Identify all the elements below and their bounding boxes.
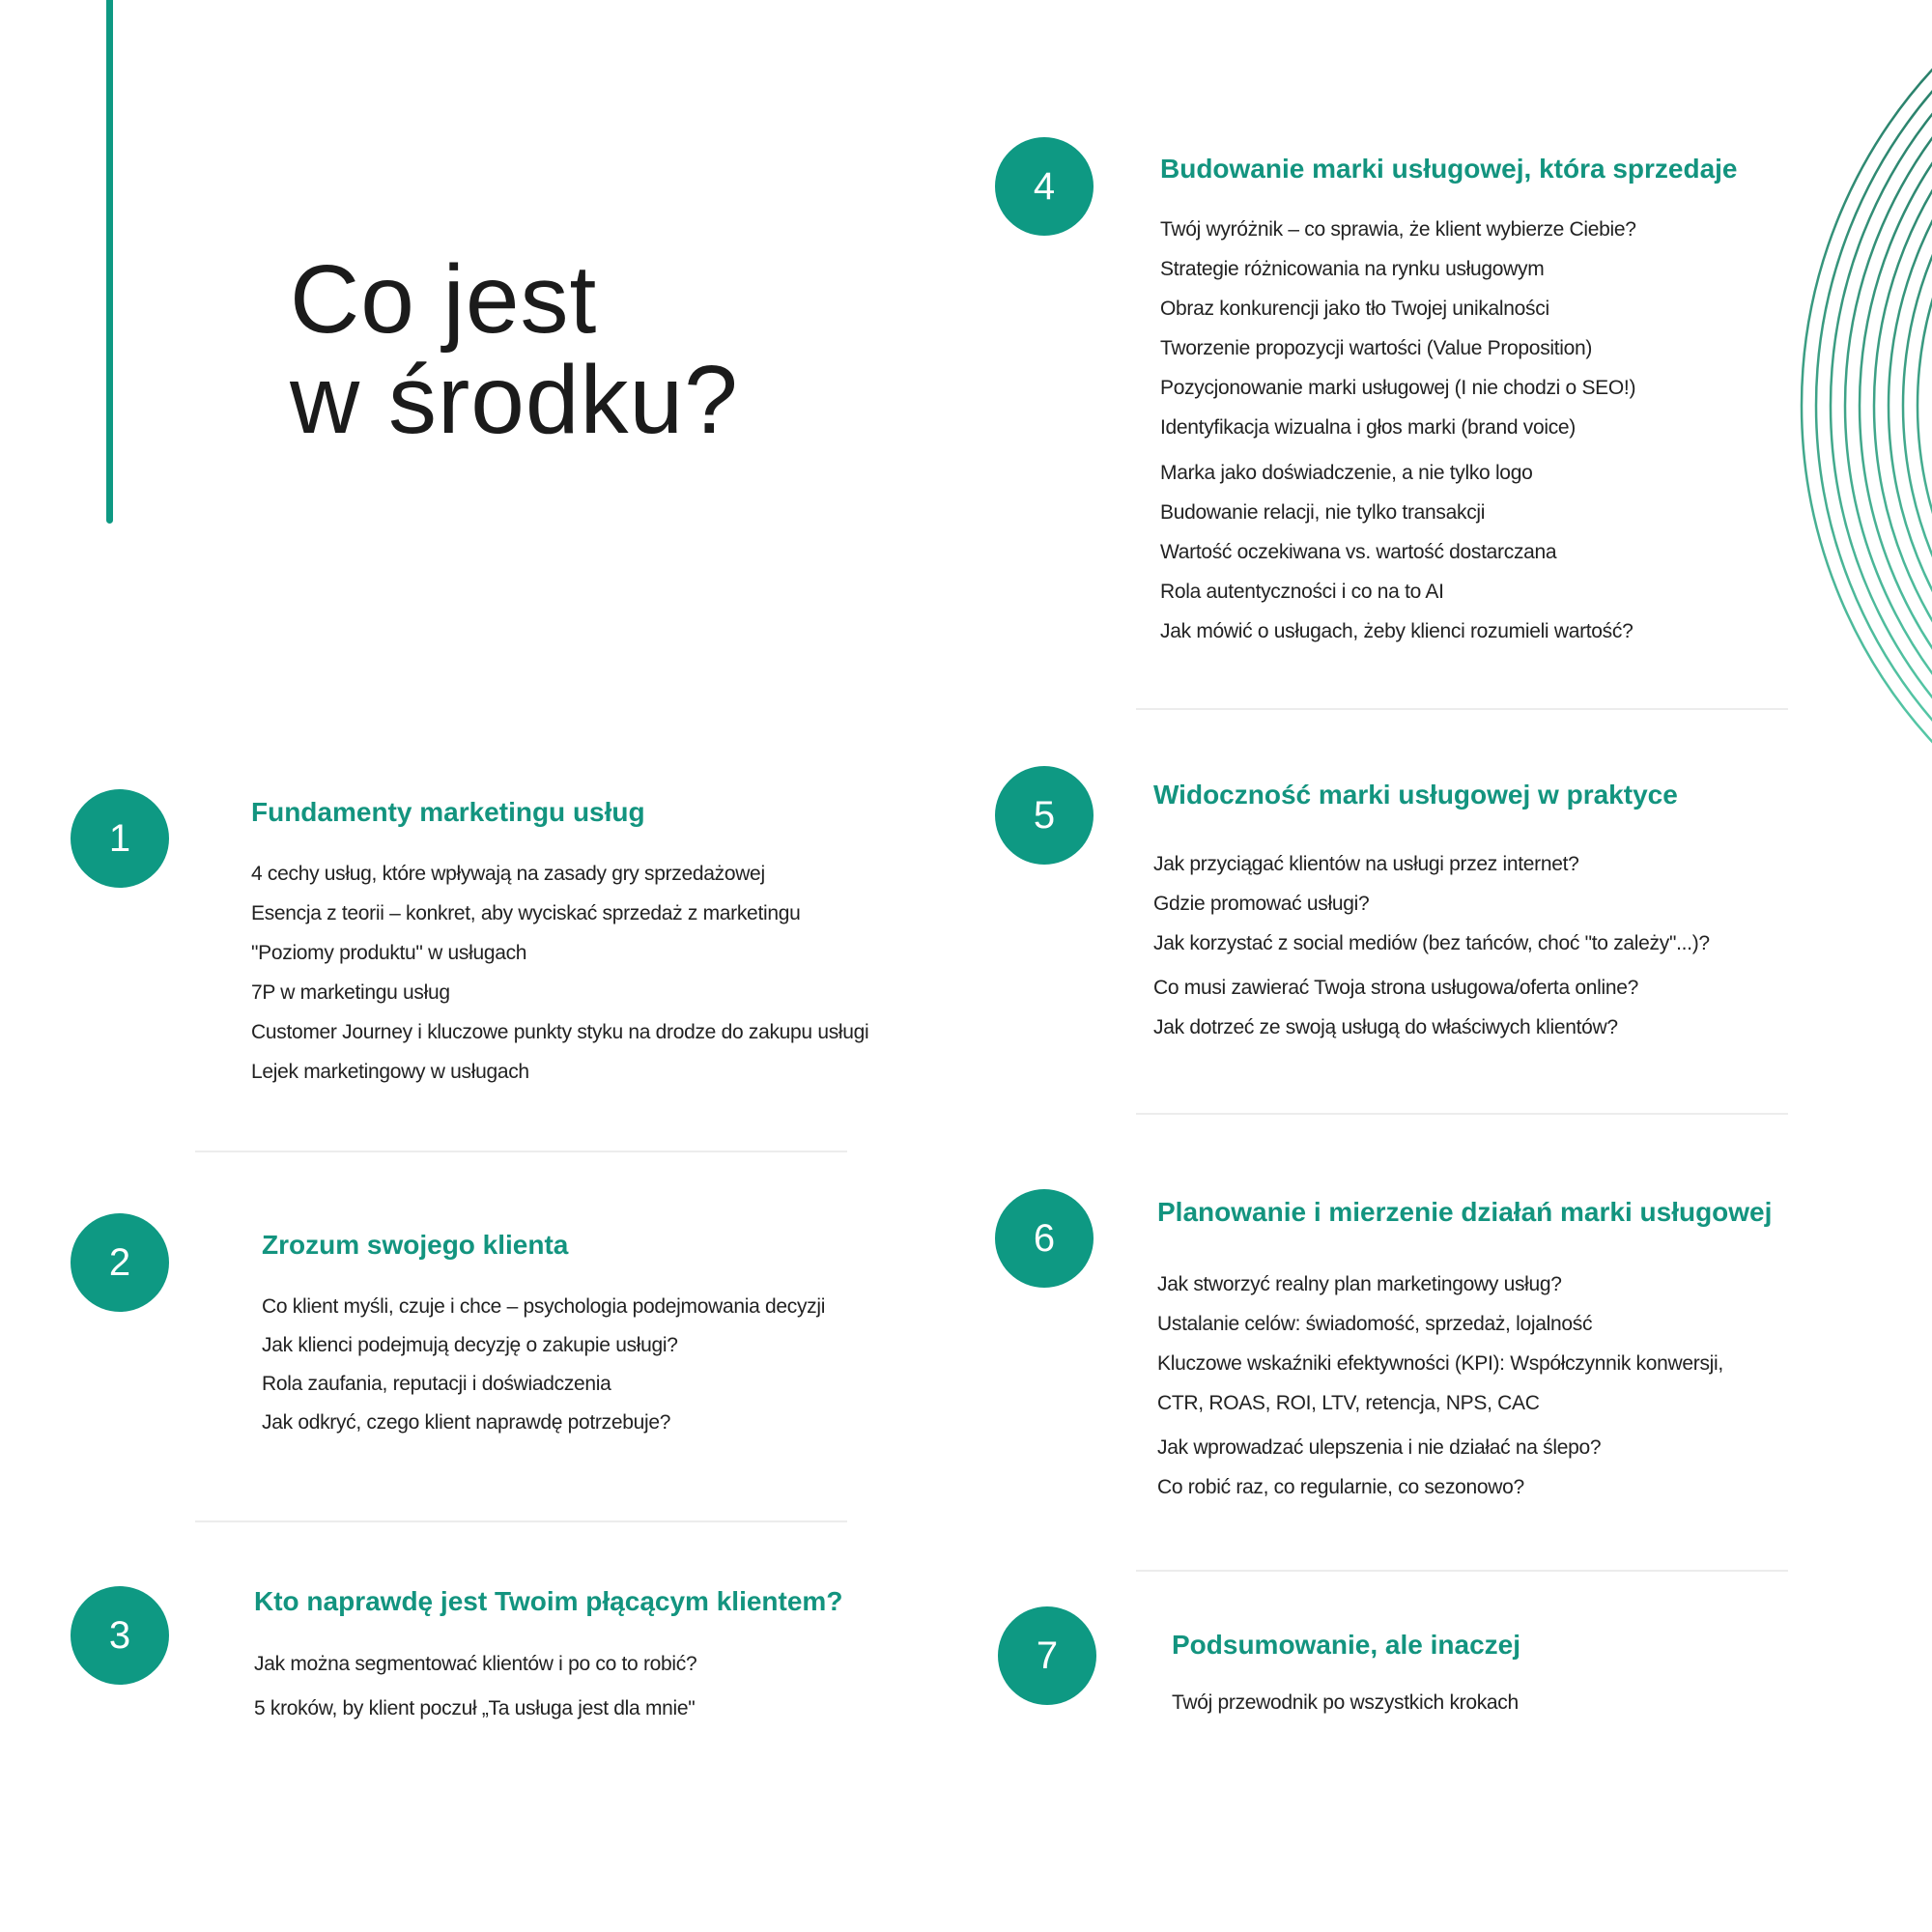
list-item: Budowanie relacji, nie tylko transakcji	[1160, 501, 1486, 524]
list-item: Jak przyciągać klientów na usługi przez internet?	[1153, 853, 1579, 875]
list-item: Jak dotrzeć ze swoją usługą do właściwych klientów?	[1153, 1016, 1618, 1038]
list-item: Tworzenie propozycji wartości (Value Proposition)	[1160, 337, 1593, 359]
list-item: Co klient myśli, czuje i chce – psychologia podejmowania decyzji	[262, 1295, 826, 1318]
section-6-title: Planowanie i mierzenie działań marki usługowej	[1157, 1197, 1773, 1227]
divider	[1136, 1113, 1788, 1115]
list-item: Jak klienci podejmują decyzję o zakupie usługi?	[262, 1334, 678, 1356]
list-item: Ustalanie celów: świadomość, sprzedaż, lojalność	[1157, 1313, 1593, 1335]
list-item: Customer Journey i kluczowe punkty styku na drodze do zakupu usługi	[251, 1021, 869, 1043]
divider	[195, 1520, 847, 1522]
section-3-list	[254, 1653, 696, 1742]
list-item: Rola zaufania, reputacji i doświadczenia	[262, 1373, 611, 1395]
list-item: 4 cechy usług, które wpływają na zasady gry sprzedażowej	[251, 863, 765, 885]
section-6-number-badge: 6	[995, 1189, 1094, 1288]
section-1-number-badge: 1	[71, 789, 169, 888]
section-2-number-badge: 2	[71, 1213, 169, 1312]
list-item: CTR, ROAS, ROI, LTV, retencja, NPS, CAC	[1157, 1392, 1540, 1414]
list-item: Co musi zawierać Twoja strona usługowa/oferta online?	[1153, 977, 1638, 999]
section-4-number-badge: 4	[995, 137, 1094, 236]
list-item: Jak wprowadzać ulepszenia i nie działać na ślepo?	[1157, 1436, 1602, 1459]
section-2-list	[262, 1295, 825, 1450]
list-item: Jak odkryć, czego klient naprawdę potrzebuje?	[262, 1411, 671, 1434]
divider	[1136, 1570, 1788, 1572]
list-item: "Poziomy produktu" w usługach	[251, 942, 527, 964]
section-6-list	[1157, 1273, 1723, 1516]
list-item: Esencja z teorii – konkret, aby wyciskać sprzedaż z marketingu	[251, 902, 801, 924]
section-4-list	[1160, 218, 1636, 660]
list-item: Co robić raz, co regularnie, co sezonowo?	[1157, 1476, 1524, 1498]
list-item: Strategie różnicowania na rynku usługowym	[1160, 258, 1545, 280]
section-7-title: Podsumowanie, ale inaczej	[1172, 1630, 1521, 1660]
accent-vertical-bar	[106, 0, 113, 524]
list-item: Jak stworzyć realny plan marketingowy usług?	[1157, 1273, 1562, 1295]
divider	[1136, 708, 1788, 710]
section-2-title: Zrozum swojego klienta	[262, 1230, 569, 1260]
page-title-line-1: Co jest	[290, 245, 598, 354]
section-7-list	[1172, 1691, 1519, 1731]
list-item: Lejek marketingowy w usługach	[251, 1061, 529, 1083]
list-item: Pozycjonowanie marki usługowej (I nie chodzi o SEO!)	[1160, 377, 1636, 399]
list-item: Rola autentyczności i co na to AI	[1160, 581, 1444, 603]
list-item: Identyfikacja wizualna i głos marki (brand voice)	[1160, 416, 1576, 439]
list-item: Marka jako doświadczenie, a nie tylko logo	[1160, 462, 1533, 484]
section-1-list	[251, 863, 868, 1100]
section-3-number-badge: 3	[71, 1586, 169, 1685]
page-title	[290, 245, 739, 454]
section-3-title: Kto naprawdę jest Twoim płącącym klientem?	[254, 1586, 843, 1616]
section-5-number-badge: 5	[995, 766, 1094, 865]
section-7-number-badge: 7	[998, 1606, 1096, 1705]
list-item: 5 kroków, by klient poczuł „Ta usługa jest dla mnie"	[254, 1697, 696, 1719]
page-title-line-2: w środku?	[290, 346, 739, 454]
section-5-list	[1153, 853, 1710, 1056]
list-item: Gdzie promować usługi?	[1153, 893, 1370, 915]
section-1-title: Fundamenty marketingu usług	[251, 797, 645, 827]
list-item: Obraz konkurencji jako tło Twojej unikalności	[1160, 298, 1549, 320]
list-item: Kluczowe wskaźniki efektywności (KPI): Współczynnik konwersji,	[1157, 1352, 1723, 1375]
list-item: Jak można segmentować klientów i po co to robić?	[254, 1653, 697, 1675]
list-item: Jak mówić o usługach, żeby klienci rozumieli wartość?	[1160, 620, 1634, 642]
list-item: Twój wyróżnik – co sprawia, że klient wybierze Ciebie?	[1160, 218, 1636, 241]
list-item: 7P w marketingu usług	[251, 981, 450, 1004]
section-4-title: Budowanie marki usługowej, która sprzedaje	[1160, 154, 1738, 184]
divider	[195, 1151, 847, 1152]
list-item: Wartość oczekiwana vs. wartość dostarczana	[1160, 541, 1557, 563]
section-5-title: Widoczność marki usługowej w praktyce	[1153, 780, 1678, 810]
list-item: Twój przewodnik po wszystkich krokach	[1172, 1691, 1519, 1714]
list-item: Jak korzystać z social mediów (bez tańców, choć "to zależy"...)?	[1153, 932, 1710, 954]
